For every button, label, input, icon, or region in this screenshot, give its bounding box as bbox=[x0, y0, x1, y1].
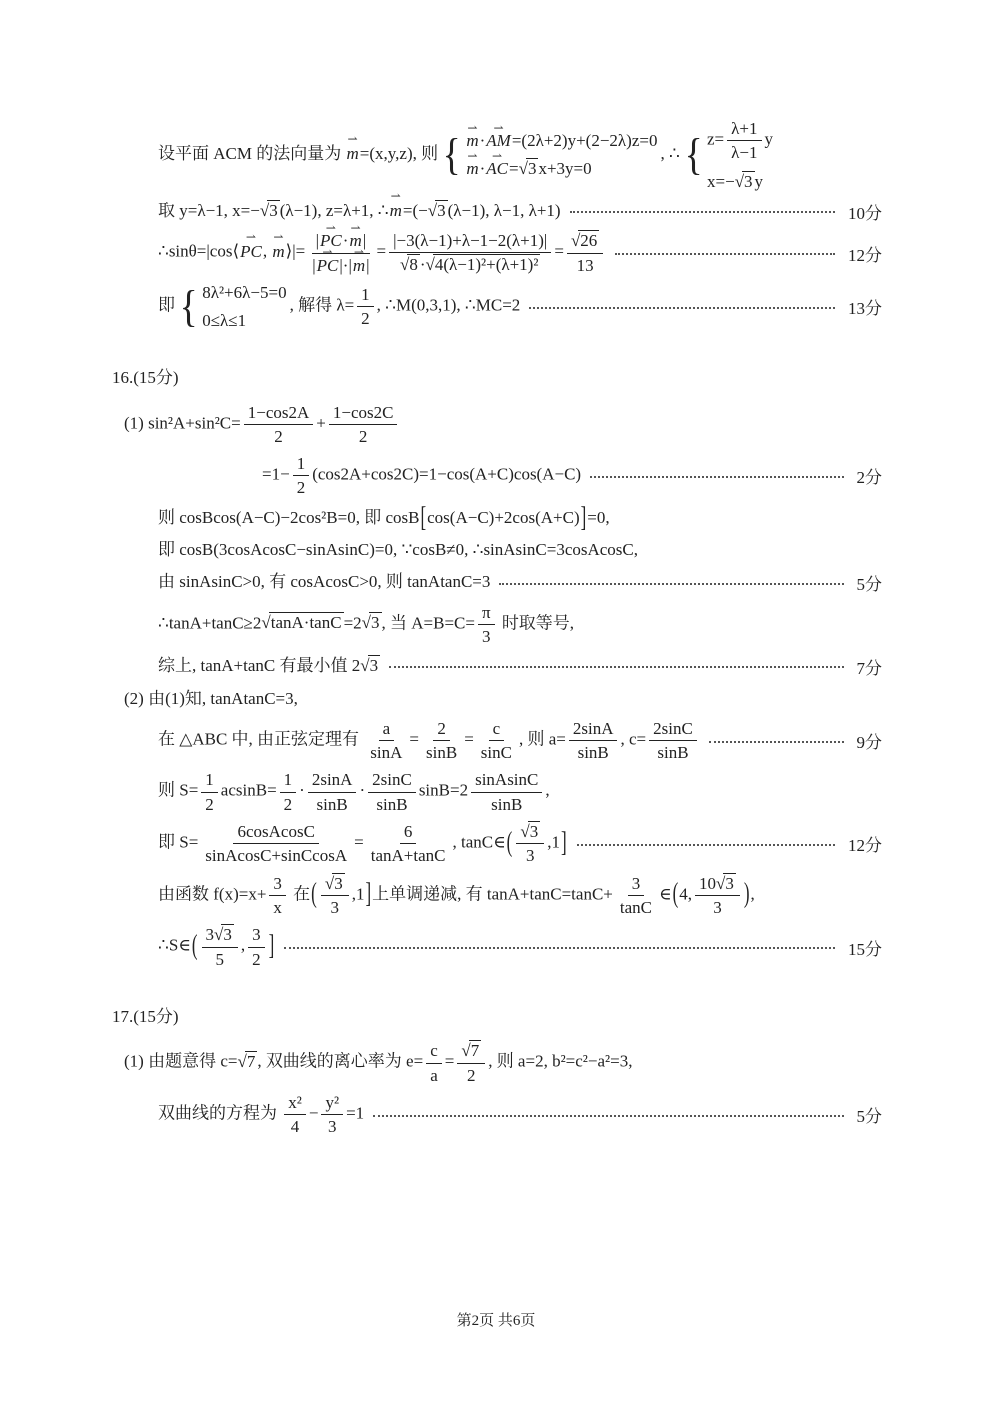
math-content: 取 y=λ−1, x=−√3 (λ−1), z=λ+1, ∴m ⇀=(−√3 (λ−1), λ−1, λ+1) bbox=[158, 198, 561, 224]
dot-leader bbox=[499, 581, 843, 585]
math-line bbox=[112, 769, 882, 815]
score-label: 13分 bbox=[848, 299, 882, 319]
score-label: 15分 bbox=[848, 939, 882, 959]
math-line bbox=[112, 453, 882, 499]
math-content: (1) 由题意得 c=√7 , 双曲线的离心率为 e= $\frac{c}{a}$ = $\frac{√7}{2}$ , 则 a=2, b²=c²−a²=3, bbox=[124, 1041, 633, 1085]
math-line bbox=[112, 402, 882, 448]
score-label: 9分 bbox=[856, 733, 882, 753]
section-header bbox=[112, 1004, 882, 1030]
section-header-text: 16.(15分) bbox=[112, 368, 179, 388]
math-content: (1) sin²A+sin²C= $\frac{1-\cos 2A}{2}$ + $\frac{1-\cos 2C}{2}$ bbox=[124, 402, 400, 448]
math-content: 即 { 8λ²+6λ−5=0 0≤λ≤1 , 解得 λ= $\frac{1}{2}$ , ∴M(0,3,1), ∴MC=2 bbox=[158, 281, 521, 331]
math-line bbox=[112, 1040, 882, 1086]
math-line bbox=[112, 537, 882, 563]
math-content: ∴S∈( $\frac{3√3}{5}$ , $\frac{3}{2}$ ] bbox=[158, 925, 275, 969]
dot-leader bbox=[389, 664, 843, 668]
math-line bbox=[112, 1092, 882, 1138]
math-line bbox=[112, 118, 882, 192]
math-line bbox=[112, 686, 882, 712]
math-line bbox=[112, 653, 882, 679]
question-section bbox=[112, 365, 882, 969]
section-header-text: 17.(15分) bbox=[112, 1006, 179, 1026]
math-line bbox=[112, 718, 882, 764]
math-content: ∴sinθ=|cos⟨PC ⇀, m ⇀⟩|= $\frac{|PC ⇀\cdot m ⇀|}{|PC ⇀|\cdot|m ⇀|}$ = $\frac{|-3(\lambda-1)+\lambda-1-2(\lambda+1)|}{\text{√8 ·√4(λ−1)²+(λ+1)²}}$ = $\frac{√26}{13}$ bbox=[158, 230, 606, 276]
math-line bbox=[112, 501, 882, 533]
math-line bbox=[112, 924, 882, 970]
math-content: 双曲线的方程为 $\frac{\text{x²}}{4}$ − $\frac{\text{y²}}{3}$ =1 bbox=[158, 1092, 365, 1137]
page-number: 第2页 共6页 bbox=[456, 1313, 536, 1329]
score-label: 5分 bbox=[856, 575, 882, 595]
math-content: =1− $\frac{1}{2}$ (cos2A+cos2C)=1−cos(A+C)cos(A−C) bbox=[262, 454, 582, 498]
score-label: 2分 bbox=[856, 468, 882, 488]
section-header bbox=[112, 365, 882, 391]
dot-leader bbox=[373, 1113, 843, 1117]
math-content: 即 S= $\frac{\text{6cosAcosC}}{\text{sinAcosC+sinCcosA}}$ = $\frac{6}{\tan A+\tan C}$ , tanC∈( $\frac{√3}{3}$ ,1] bbox=[158, 821, 567, 866]
page-footer bbox=[0, 1309, 992, 1330]
dot-leader bbox=[590, 474, 843, 478]
question-section bbox=[112, 118, 882, 331]
dot-leader bbox=[284, 945, 835, 949]
score-label: 12分 bbox=[848, 245, 882, 265]
math-content: 则 cosBcos(A−C)−2cos²B=0, 即 cosB[cos(A−C)+2cos(A+C)]=0, bbox=[158, 501, 610, 533]
dot-leader bbox=[709, 739, 844, 743]
math-line bbox=[112, 230, 882, 276]
math-content: 由 sinAsinC>0, 有 cosAcosC>0, 则 tanAtanC=3 bbox=[158, 572, 491, 592]
dot-leader bbox=[615, 251, 835, 255]
score-label: 12分 bbox=[848, 836, 882, 856]
math-line bbox=[112, 873, 882, 919]
math-content: 即 cosB(3cosAcosC−sinAsinC)=0, ∵cosB≠0, ∴sinAsinC=3cosAcosC, bbox=[158, 540, 639, 560]
math-line bbox=[112, 282, 882, 332]
math-line bbox=[112, 198, 882, 224]
math-content: 由函数 f(x)=x+ $\frac{3}{x}$ 在( $\frac{√3}{3}$ ,1]上单调递减, 有 tanA+tanC=tanC+ $\frac{3}{\tan C}$ ∈(4, $\frac{10√3}{3}$ ), bbox=[158, 873, 755, 917]
dot-leader bbox=[529, 305, 835, 309]
math-line bbox=[112, 602, 882, 648]
dot-leader bbox=[577, 842, 835, 846]
math-content: (2) 由(1)知, tanAtanC=3, bbox=[124, 688, 298, 708]
math-line bbox=[112, 569, 882, 595]
document-body bbox=[112, 118, 882, 1137]
math-content: 综上, tanA+tanC 有最小值 2√3 bbox=[158, 656, 379, 676]
math-content: 设平面 ACM 的法向量为 m ⇀=(x,y,z), 则 { m ⇀·AM ⇀=(2λ+2)y+(2−2λ)z=0 m ⇀·AC ⇀=√3 x+3y=0 , ∴ { z= $\frac{\lambda+1}{\lambda-1}$ y x=−√3 y bbox=[158, 118, 776, 192]
math-line bbox=[112, 821, 882, 867]
score-label: 10分 bbox=[848, 203, 882, 223]
question-section bbox=[112, 1004, 882, 1137]
dot-leader bbox=[570, 209, 835, 213]
math-content: 则 S= $\frac{1}{2}$ acsinB= $\frac{1}{2}$ · $\frac{2\sin A}{\sin B}$ · $\frac{2\sin C}{\sin B}$ sinB=2 $\frac{\text{sinAsinC}}{\sin B}$ , bbox=[158, 770, 550, 814]
math-content: ∴tanA+tanC≥2√tanA·tanC =2√3 , 当 A=B=C= $\frac{\pi}{3}$ 时取等号, bbox=[158, 602, 575, 646]
math-content: 在 △ABC 中, 由正弦定理有 $\frac{a}{\sin A}$ = $\frac{2}{\sin B}$ = $\frac{c}{\sin C}$ , 则 a= $\frac{2\sin A}{\sin B}$ , c= $\frac{2\sin C}{\sin B}$ bbox=[158, 718, 700, 764]
score-label: 5分 bbox=[856, 1107, 882, 1127]
score-label: 7分 bbox=[856, 658, 882, 678]
